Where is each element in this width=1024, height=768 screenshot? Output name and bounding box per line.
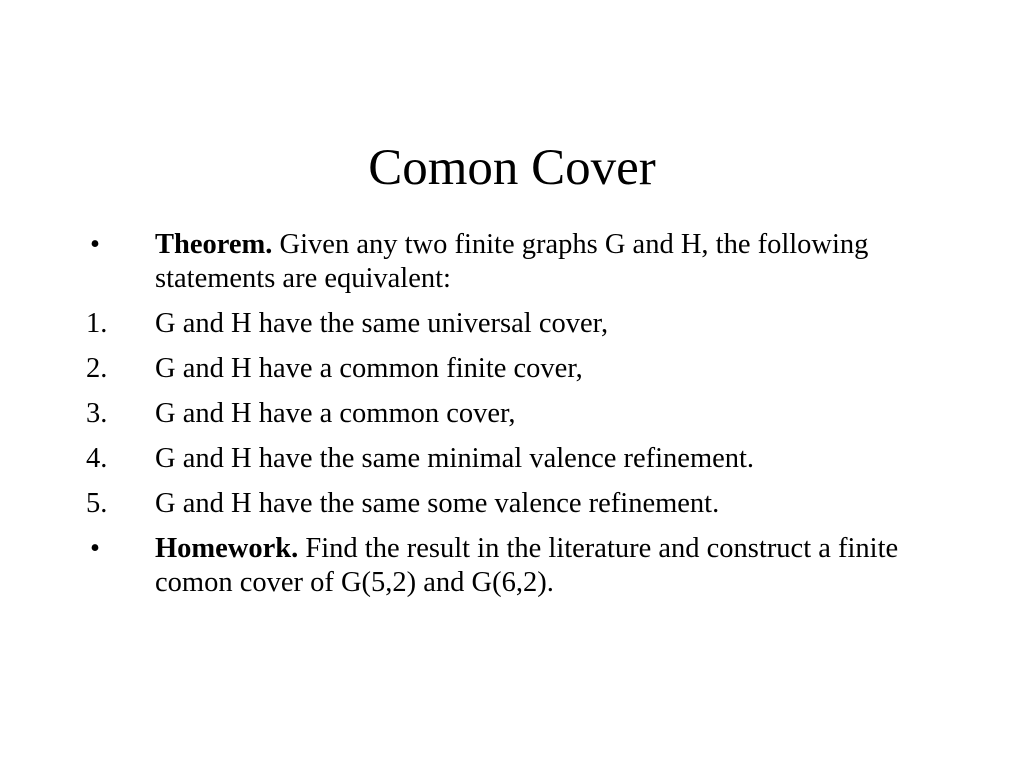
numbered-item-4 xyxy=(86,442,946,476)
theorem-text: Given any two finite graphs G and H, the following statements are equivalent: xyxy=(155,229,869,294)
homework-text: Find the result in the literature and construct a finite comon cover of G(5,2) and G(6,2). xyxy=(155,533,899,598)
numbered-item-2 xyxy=(86,352,946,386)
numbered-item-text: G and H have a common finite cover, xyxy=(155,353,583,384)
bullet-marker: • xyxy=(90,533,100,564)
number-marker: 1. xyxy=(86,308,108,339)
numbered-item-text: G and H have the same universal cover, xyxy=(155,308,609,339)
homework-bullet-item xyxy=(86,532,946,600)
numbered-item-5 xyxy=(86,487,946,521)
number-marker: 5. xyxy=(86,488,108,519)
numbered-item-1 xyxy=(86,307,946,341)
numbered-item-text: G and H have the same minimal valence refinement. xyxy=(155,443,755,474)
slide-content-list xyxy=(86,228,946,611)
homework-label: Homework. xyxy=(155,533,299,564)
bullet-marker: • xyxy=(90,229,100,260)
numbered-item-text: G and H have the same some valence refinement. xyxy=(155,488,720,519)
theorem-label: Theorem. xyxy=(155,229,273,260)
slide-title: Comon Cover xyxy=(368,140,656,196)
number-marker: 3. xyxy=(86,398,108,429)
number-marker: 4. xyxy=(86,443,108,474)
numbered-item-text: G and H have a common cover, xyxy=(155,398,516,429)
theorem-bullet-item xyxy=(86,228,946,296)
numbered-item-3 xyxy=(86,397,946,431)
number-marker: 2. xyxy=(86,353,108,384)
